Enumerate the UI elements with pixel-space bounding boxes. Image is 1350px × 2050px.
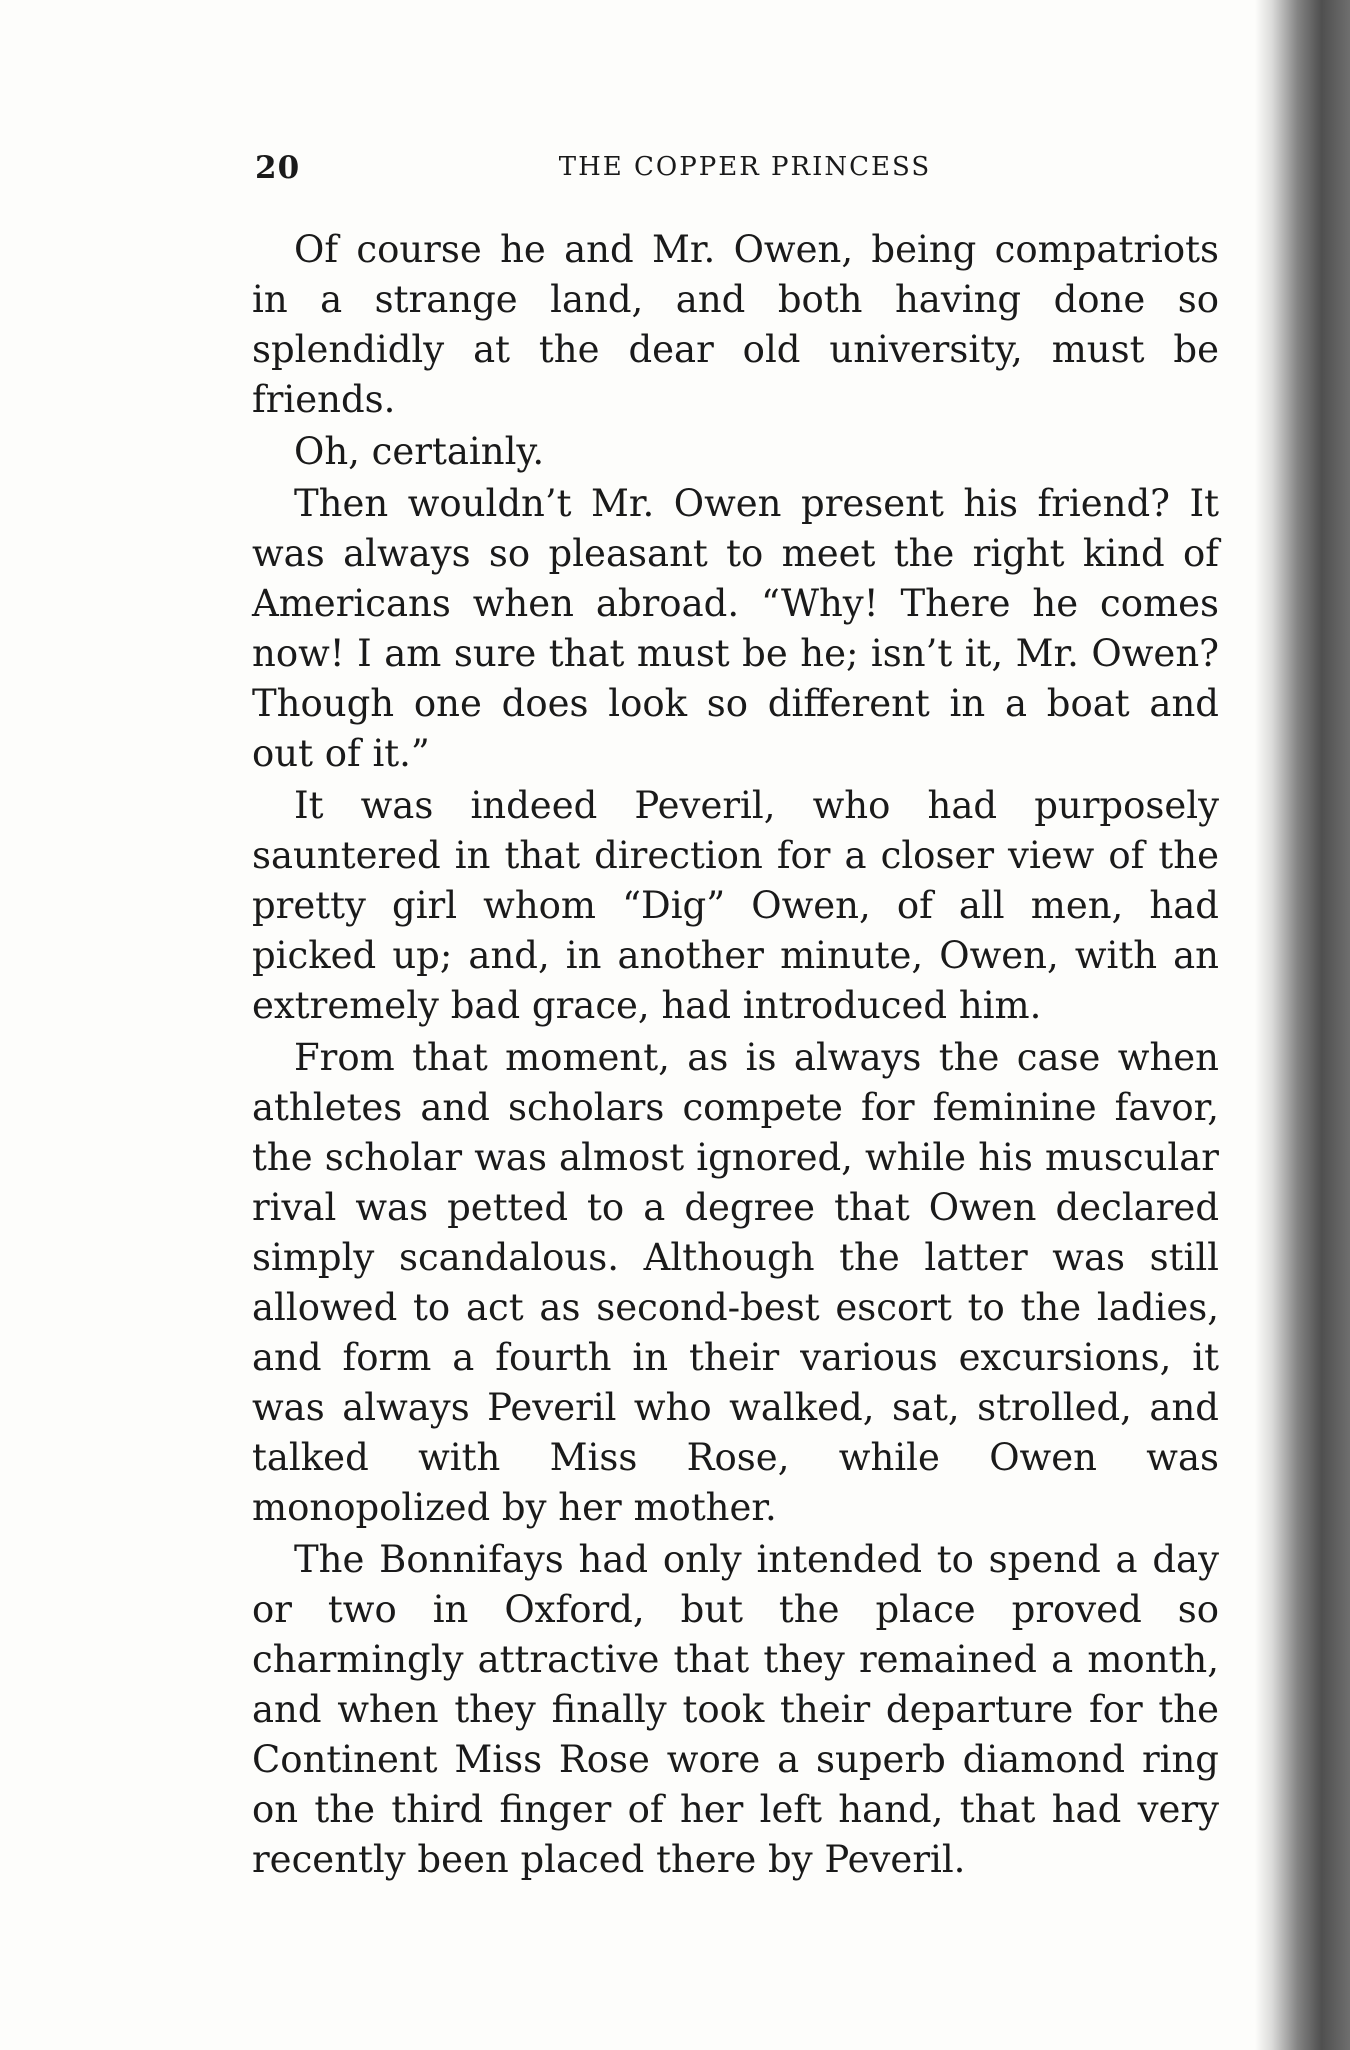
running-head bbox=[255, 150, 1215, 190]
paragraph: The Bonnifays had only intended to spend a day or two in Oxford, but the place proved so charmingly attractive that they remained a month, and when they finally took their departure for the Continent Miss Rose wore a superb diamond ring on the third finger of her left hand, that had very recently been placed there by Peveril. bbox=[252, 1538, 1219, 1881]
page-number: 20 bbox=[255, 150, 301, 186]
body-text bbox=[252, 225, 1219, 1885]
paragraph: Oh, certainly. bbox=[294, 430, 545, 473]
paragraph: It was indeed Peveril, who had purposely sauntered in that direction for a closer view of the pretty girl whom “Dig” Owen, of all men, had picked up; and, in another minute, Owen, with an extremely bad grace, had introduced him. bbox=[252, 784, 1219, 1027]
page-gutter-shadow bbox=[1255, 0, 1350, 2050]
running-title: THE COPPER PRINCESS bbox=[558, 152, 932, 182]
paragraph: From that moment, as is always the case when athletes and scholars compete for feminine favor, the scholar was almost ignored, while his muscular rival was petted to a degree that Owen declared simply scandalous. Although the latter was still allowed to act as second-best escort to the ladies, and form a fourth in their various excursions, it was always Peveril who walked, sat, strolled, and talked with Miss Rose, while Owen was monopolized by her mother. bbox=[252, 1036, 1219, 1529]
paragraph: Of course he and Mr. Owen, being compatriots in a strange land, and both having done so splendidly at the dear old university, must be friends. bbox=[252, 228, 1219, 421]
paragraph: Then wouldn’t Mr. Owen present his friend? It was always so pleasant to meet the right kind of Americans when abroad. “Why! There he comes now! I am sure that must be he; isn’t it, Mr. Owen? Though one does look so different in a boat and out of it.” bbox=[252, 482, 1219, 775]
